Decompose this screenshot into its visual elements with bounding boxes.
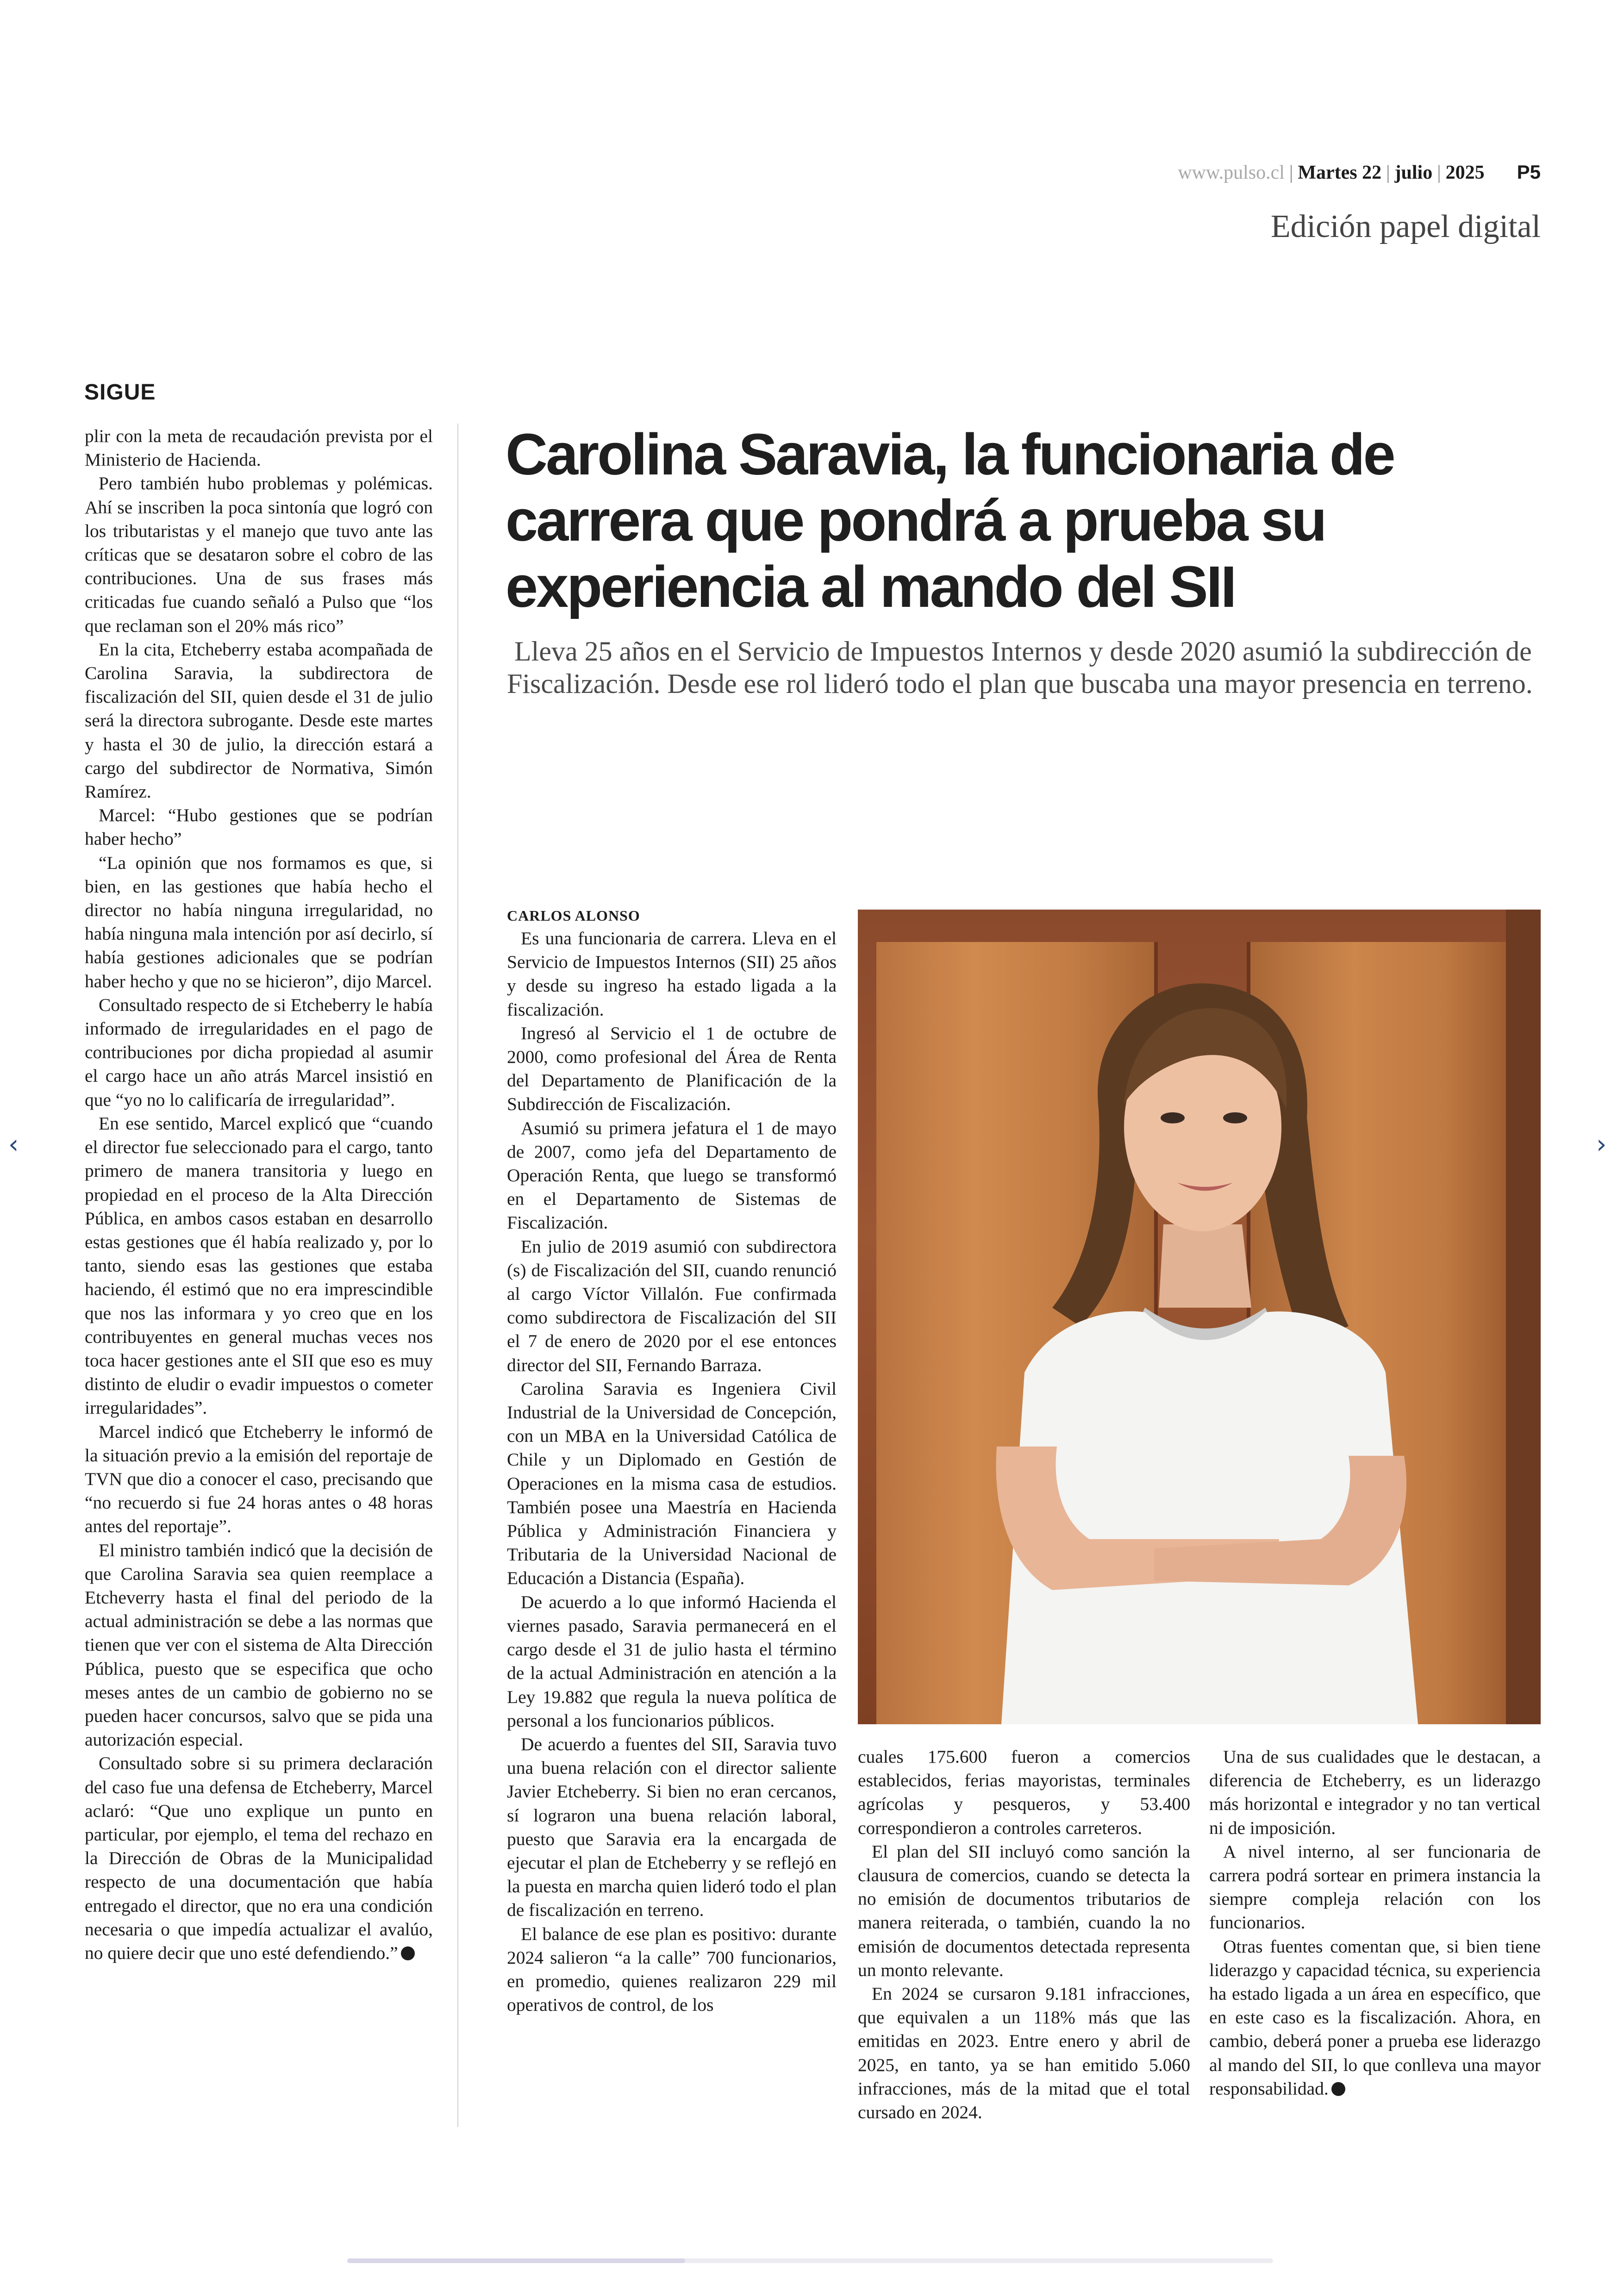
- article-column-3: [1209, 1745, 1541, 2101]
- paragraph-text: Consultado sobre si su primera declaración del caso fue una defensa de Etcheberry, Marcel aclaró: “Que uno explique un punto en particular, por ejemplo, el tema del rechazo en la Dirección de Obras de la Municipalidad respecto de una documentación que había entregado el director, que no era una condición necesaria o que impedía actualizar el avalúo, no quiere decir que uno esté defendiendo.”: [85, 1753, 433, 1963]
- paragraph: Es una funcionaria de carrera. Lleva en el Servicio de Impuestos Internos (SII) 25 años y desde su ingreso ha estado ligada a la fiscalización.: [507, 928, 837, 1020]
- masthead-dateline: www.pulso.cl | Martes 22 | julio | 2025 P5: [1178, 161, 1541, 183]
- paragraph: Una de sus cualidades que le destacan, a diferencia de Etcheberry, es un liderazgo más horizontal e integrador y no tan vertical ni de imposición.: [1209, 1746, 1541, 1838]
- article-headline: Carolina Saravia, la funcionaria de carrera que pondrá a prueba su experiencia al mando del SII: [506, 422, 1394, 619]
- paragraph: De acuerdo a lo que informó Hacienda el viernes pasado, Saravia permanecerá en el cargo desde el 31 de julio hasta el término de la actual Administración en atención a la Ley 19.882 que regula la nueva política de personal a los funcionarios públicos.: [507, 1591, 837, 1731]
- paragraph: Marcel indicó que Etcheberry le informó de la situación previo a la emisión del reportaje de TVN que dio a conocer el caso, precisando que “no recuerdo si fue 24 horas antes o 48 horas antes del reportaje”.: [85, 1421, 433, 1537]
- date-year: 2025: [1445, 162, 1485, 183]
- date-month: julio: [1394, 162, 1433, 183]
- paragraph: En ese sentido, Marcel explicó que “cuando el director fue seleccionado para el cargo, tanto primero de manera transitoria y luego en propiedad en el proceso de la Alta Dirección Pública, en ambos casos estaban en desarrollo estas gestiones que él había realizado y, por lo tanto, siendo esas las gestiones que estaba haciendo, él estimó que no era imprescindible que nos las informara y yo creo que en los contribuyentes en general muchas veces nos toca hacer gestiones ante el SII que eso es muy distinto de eludir o evadir impuestos o cometer irregularidades”.: [85, 1113, 433, 1418]
- paragraph: En julio de 2019 asumió con subdirectora (s) de Fiscalización del SII, cuando renunció al cargo Víctor Villalón. Fue confirmada como subdirectora de Fiscalización del SII el 7 de enero de 2020 por el ese entonces director del SII, Fernando Barraza.: [507, 1236, 837, 1375]
- previous-page-icon[interactable]: ‹: [8, 1129, 19, 1160]
- paragraph: De acuerdo a fuentes del SII, Saravia tuvo una buena relación con el director saliente Javier Etcheberry. Si bien no eran cercanos, sí lograron una buena relación laboral, puesto que Saravia era la encargada de ejecutar el plan de Etcheberry y se reflejó en la puesta en marcha quien lideró todo el plan de fiscalización en terreno.: [507, 1734, 837, 1921]
- paragraph: Pero también hubo problemas y polémicas. Ahí se inscriben la poca sintonía que logró con los tributaristas y el manejo que tuvo ante las críticas que se desataron sobre el cobro de las contribuciones. Una de sus frases más criticadas fue cuando señaló a Pulso que “los que reclaman son el 20% más rico”: [85, 473, 433, 636]
- article-deck: Lleva 25 años en el Servicio de Impuestos Internos y desde 2020 asumió la subdirección de Fiscalización. Desde ese rol lideró todo el plan que buscaba una mayor presencia en terreno.: [507, 636, 1533, 699]
- site-url[interactable]: www.pulso.cl: [1178, 162, 1285, 183]
- portrait-figure: [858, 910, 1541, 1724]
- end-mark-icon: [1331, 2082, 1345, 2096]
- paragraph: A nivel interno, al ser funcionaria de carrera podrá sortear en primera instancia la siempre compleja relación con los funcionarios.: [1209, 1841, 1541, 1933]
- next-page-icon[interactable]: ›: [1596, 1129, 1607, 1160]
- portrait-photo: [858, 910, 1541, 1724]
- article-column-2: [858, 1745, 1190, 2124]
- paragraph: plir con la meta de recaudación prevista por el Ministerio de Hacienda.: [85, 426, 433, 470]
- date-weekday: Martes 22: [1298, 162, 1382, 183]
- column-divider: [457, 424, 458, 2127]
- paragraph: [85, 1752, 433, 1965]
- edition-label: Edición papel digital: [1270, 209, 1541, 244]
- paragraph: “La opinión que nos formamos es que, si bien, en las gestiones que había hecho el director no había ninguna irregularidad, no había ninguna mala intención por así decirlo, sí había gestiones adicionales que se podrían haber hecho y que no se hicieron”, dijo Marcel.: [85, 852, 433, 992]
- paragraph: Asumió su primera jefatura el 1 de mayo de 2007, como jefa del Departamento de Operación Renta, que luego se transformó en el Departamento de Sistemas de Fiscalización.: [507, 1117, 837, 1233]
- paragraph: Ingresó al Servicio el 1 de octubre de 2000, como profesional del Área de Renta del Departamento de Planificación de la Subdirección de Fiscalización.: [507, 1023, 837, 1115]
- byline: CARLOS ALONSO: [507, 907, 640, 924]
- article-column-1: [507, 927, 837, 2017]
- paragraph: El plan del SII incluyó como sanción la clausura de comercios, cuando se detecta la no emisión de documentos tributarios de manera reiterada, o también, cuando la no emisión de documentos detectada representa un monto relevante.: [858, 1841, 1190, 1980]
- paragraph-text: Otras fuentes comentan que, si bien tiene liderazgo y capacidad técnica, su experiencia ha estado ligada a un área en específico, que en este caso es la fiscalización. Ahora, en cambio, deberá poner a prueba ese liderazgo al mando del SII, lo que conlleva una mayor responsabilidad.: [1209, 1936, 1541, 2099]
- paragraph: Marcel: “Hubo gestiones que se podrían haber hecho”: [85, 805, 433, 849]
- paragraph: Consultado respecto de si Etcheberry le había informado de irregularidades en el pago de contribuciones por dicha propiedad al asumir el cargo hace un año atrás Marcel insistió en que “yo no lo calificaría de irregularidad”.: [85, 994, 433, 1110]
- paragraph: cuales 175.600 fueron a comercios establecidos, ferias mayoristas, terminales agrícolas y pesqueros, y 53.400 correspondieron a controles carreteros.: [858, 1746, 1190, 1838]
- continuation-column: [85, 424, 433, 1965]
- paragraph: En la cita, Etcheberry estaba acompañada de Carolina Saravia, la subdirectora de fiscalización del SII, quien desde el 31 de julio será la directora subrogante. Desde este martes y hasta el 30 de julio, la dirección estará a cargo del subdirector de Normativa, Simón Ramírez.: [85, 639, 433, 802]
- paragraph: En 2024 se cursaron 9.181 infracciones, que equivalen a un 118% más que las emitidas en 2023. Entre enero y abril de 2025, en tanto, ya se han emitido 5.060 infracciones, más de la mitad que el total cursado en 2024.: [858, 1983, 1190, 2123]
- paragraph: [1209, 1935, 1541, 2101]
- scroll-thumb[interactable]: [347, 2258, 685, 2263]
- paragraph: El ministro también indicó que la decisión de que Carolina Saravia sea quien reemplace a Etcheverry hasta el final del periodo de la actual administración se debe a las normas que tienen que ver con el sistema de Alta Dirección Pública, puesto que se especifica que ocho meses antes de un cambio de gobierno no se pueden hacer concursos, salvo que se pida una autorización especial.: [85, 1540, 433, 1750]
- section-label: SIGUE: [84, 380, 156, 405]
- page-number: P5: [1517, 161, 1541, 183]
- paragraph: El balance de ese plan es positivo: durante 2024 salieron “a la calle” 700 funcionarios, en promedio, quienes realizaron 229 mil operativos de control, de los: [507, 1923, 837, 2015]
- end-mark-icon: [401, 1946, 415, 1960]
- paragraph: Carolina Saravia es Ingeniera Civil Industrial de la Universidad de Concepción, con un MBA en la Universidad Católica de Chile y un Diplomado en Gestión de Operaciones en la misma casa de estudios. También posee una Maestría en Hacienda Pública y Administración Financiera y Tributaria de la Universidad Nacional de Educación a Distancia (España).: [507, 1378, 837, 1589]
